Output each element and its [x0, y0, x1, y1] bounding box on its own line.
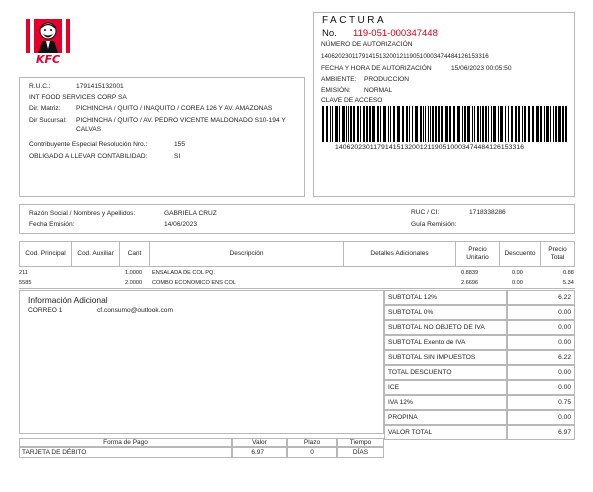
- total-label-no-objeto: SUBTOTAL NO OBJETO DE IVA: [384, 320, 507, 335]
- barcode-bar: [322, 106, 324, 142]
- barcode-bar: [397, 106, 400, 142]
- total-label-exento: SUBTOTAL Exento de IVA: [384, 335, 507, 350]
- contabilidad-label: OBLIGADO A LLEVAR CONTABILIDAD:: [29, 153, 148, 160]
- barcode-bar: [562, 106, 564, 142]
- barcode-bar: [532, 106, 534, 142]
- barcode-bar: [393, 106, 395, 142]
- barcode-bar: [420, 106, 422, 142]
- total-value-exento: 0.00: [507, 335, 575, 350]
- barcode-bar: [330, 106, 331, 142]
- autorizacion-label: NÚMERO DE AUTORIZACIÓN: [321, 41, 413, 48]
- correo-label: CORREO 1: [28, 307, 63, 314]
- item-2-descuento: 0.00: [512, 280, 523, 286]
- contribuyente-value: 155: [174, 141, 186, 148]
- barcode-bar: [528, 106, 530, 142]
- contabilidad-value: SI: [174, 153, 181, 160]
- dir-sucursal-line1: PICHINCHA / QUITO / AV. PEDRO VICENTE MALDONADO S10-194 Y: [76, 117, 286, 124]
- razon-social-label: Razón Social / Nombres y Apellidos:: [29, 210, 136, 217]
- barcode-bar: [377, 106, 379, 142]
- guia-remision-label: Guía Remisión:: [411, 221, 457, 228]
- barcode-bar: [553, 106, 554, 142]
- ruc-value: 1791415132001: [76, 83, 124, 90]
- barcode-bar: [432, 106, 434, 142]
- total-label-subtotal-0: SUBTOTAL 0%: [384, 305, 507, 320]
- barcode-bar: [445, 106, 448, 142]
- item-1-descuento: 0.00: [512, 270, 523, 276]
- barcode-bar: [498, 106, 499, 142]
- razon-social-emisor: INT FOOD SERVICES CORP SA: [29, 94, 127, 101]
- barcode-bar: [409, 106, 410, 142]
- barcode-bar: [449, 106, 451, 142]
- barcode-bar: [453, 106, 455, 142]
- dir-matriz-value: PICHINCHA / QUITO / INAQUITO / COREA 126 Y AV. AMAZONAS: [76, 105, 273, 112]
- item-2-cant: 2.0000: [125, 280, 143, 286]
- factura-number: 119-051-000347448: [353, 28, 438, 39]
- barcode-bar: [565, 106, 567, 142]
- item-1-desc: ENSALADA DE COL PQ.: [152, 270, 215, 276]
- barcode-bar: [346, 106, 347, 142]
- barcode-bar: [363, 106, 365, 142]
- fecha-emision-label: Fecha Emisión:: [29, 221, 75, 228]
- emision-label: EMISIÓN:: [321, 87, 351, 94]
- barcode-bar: [474, 106, 475, 142]
- barcode-bar: [438, 106, 440, 142]
- barcode-image: [322, 106, 567, 142]
- ruc-ci-label: RUC / CI:: [411, 209, 440, 216]
- contribuyente-label: Contribuyente Especial Resolución Nro.:: [29, 141, 148, 148]
- fecha-autorizacion-value: 15/06/2023 00:05:50: [451, 65, 512, 72]
- razon-social-value: GABRIELA CRUZ: [164, 210, 217, 217]
- barcode-bar: [357, 106, 359, 142]
- barcode-bar: [493, 106, 496, 142]
- correo-value: cf.consumo@outlook.com: [97, 307, 173, 314]
- barcode-bar: [360, 106, 361, 142]
- total-value-subtotal-12: 6.22: [507, 290, 575, 305]
- col-cod-auxiliar: Cod. Auxiliar: [72, 242, 120, 266]
- barcode-bar: [339, 106, 340, 142]
- pago-header-plazo: Plazo: [287, 438, 337, 447]
- barcode-bar: [550, 106, 551, 142]
- col-precio-total: Precio Total: [548, 246, 567, 261]
- total-value-subtotal-0: 0.00: [507, 305, 575, 320]
- barcode-bar: [412, 106, 413, 142]
- total-value-no-objeto: 0.00: [507, 320, 575, 335]
- barcode-bar: [457, 106, 460, 142]
- barcode-bar: [390, 106, 391, 142]
- col-cant: Cant: [120, 242, 150, 266]
- barcode-bar: [522, 106, 523, 142]
- barcode-bar: [558, 106, 561, 142]
- total-label-subtotal-12: SUBTOTAL 12%: [384, 290, 507, 305]
- barcode-bar: [540, 106, 542, 142]
- info-adicional-title: Información Adicional: [28, 295, 108, 305]
- barcode-bar: [500, 106, 503, 142]
- total-value-sin-impuestos: 6.22: [507, 350, 575, 365]
- barcode-bar: [491, 106, 492, 142]
- item-2-precio: 2.6696: [461, 280, 479, 286]
- ruc-label: R.U.C.:: [29, 83, 51, 90]
- items-bottom-rule: [19, 288, 575, 289]
- total-label-propina: PROPINA: [384, 410, 507, 425]
- total-value-propina: 0.00: [507, 410, 575, 425]
- barcode-bar: [415, 106, 418, 142]
- total-label-sin-impuestos: SUBTOTAL SIN IMPUESTOS: [384, 350, 507, 365]
- barcode-bar: [462, 106, 463, 142]
- total-value-valor-total: 6.97: [507, 425, 575, 440]
- col-descripcion: Descripción: [150, 242, 344, 266]
- barcode-bar: [546, 106, 549, 142]
- barcode-bar: [430, 106, 431, 142]
- item-1-precio: 0.8839: [461, 270, 479, 276]
- barcode-bar: [518, 106, 520, 142]
- barcode-bar: [508, 106, 509, 142]
- barcode-bar: [467, 106, 470, 142]
- barcode-bar: [388, 106, 389, 142]
- dir-sucursal-label: Dir Sucursal:: [29, 117, 67, 124]
- barcode-bar: [505, 106, 506, 142]
- barcode-bar: [482, 106, 484, 142]
- factura-panel: [313, 12, 575, 197]
- logo-text: KFC: [35, 53, 61, 66]
- barcode-bar: [406, 106, 408, 142]
- barcode-bar: [369, 106, 371, 142]
- barcode-bar: [332, 106, 333, 142]
- total-value-iva: 0.75: [507, 395, 575, 410]
- dir-matriz-label: Dir. Matriz:: [29, 105, 61, 112]
- col-descuento: Descuento: [500, 242, 541, 266]
- kfc-logo: [24, 19, 61, 67]
- ambiente-value: PRODUCCION: [364, 76, 410, 83]
- barcode-bar: [326, 106, 328, 142]
- item-2-cod: 5585: [19, 280, 32, 286]
- item-1-cant: 1.0000: [125, 270, 143, 276]
- ambiente-label: AMBIENTE:: [321, 76, 357, 83]
- autorizacion-value: 1406202301179141513200121190510003474484126153316: [321, 53, 489, 60]
- barcode-bar: [485, 106, 487, 142]
- barcode-bar: [342, 106, 345, 142]
- barcode-bar: [353, 106, 355, 142]
- barcode-bar: [423, 106, 424, 142]
- total-value-ice: 0.00: [507, 380, 575, 395]
- total-value-descuento: 0.00: [507, 365, 575, 380]
- barcode-bar: [464, 106, 466, 142]
- barcode-bar: [435, 106, 437, 142]
- fecha-emision-value: 14/06/2023: [164, 221, 198, 228]
- pago-tiempo-value: DÍAS: [337, 447, 384, 458]
- fecha-autorizacion-label: FECHA Y HORA DE AUTORIZACIÓN: [321, 65, 432, 72]
- barcode-bar: [544, 106, 545, 142]
- item-1-total: 0.88: [563, 270, 574, 276]
- pago-header-valor: Valor: [232, 438, 287, 447]
- barcode-bar: [477, 106, 479, 142]
- barcode-bar: [335, 106, 338, 142]
- barcode-bar: [428, 106, 429, 142]
- pago-plazo-value: 0: [287, 447, 337, 458]
- item-2-total: 5.34: [563, 280, 574, 286]
- dir-sucursal-line2: CALVAS: [76, 126, 102, 133]
- emision-value: NORMAL: [364, 87, 393, 94]
- item-2-desc: COMBO ECONOMICO ENS COL: [152, 280, 236, 286]
- barcode-bar: [441, 106, 443, 142]
- pago-header-tiempo: Tiempo: [337, 438, 384, 447]
- clave-acceso-label: CLAVE DE ACCESO: [321, 97, 383, 104]
- barcode-bar: [488, 106, 489, 142]
- barcode-bar: [480, 106, 481, 142]
- col-detalles: Detalles Adicionales: [344, 242, 456, 266]
- barcode-bar: [425, 106, 426, 142]
- barcode-bar: [555, 106, 557, 142]
- pago-forma-value: TARJETA DE DÉBITO: [19, 447, 232, 458]
- barcode-bar: [472, 106, 473, 142]
- barcode-bar: [536, 106, 539, 142]
- info-adicional-panel: [19, 290, 384, 434]
- item-1-cod: 211: [19, 270, 28, 276]
- total-label-valor-total: VALOR TOTAL: [384, 425, 507, 440]
- barcode-bar: [383, 106, 386, 142]
- factura-no-label: No.: [322, 28, 337, 39]
- total-label-ice: ICE: [384, 380, 507, 395]
- barcode-bar: [348, 106, 349, 142]
- ruc-ci-value: 1718338286: [469, 209, 506, 216]
- barcode-bar: [350, 106, 352, 142]
- items-table-header: [19, 241, 575, 267]
- col-cod-principal: Cod. Principal: [20, 242, 72, 266]
- barcode-bar: [372, 106, 375, 142]
- barcode-bar: [524, 106, 526, 142]
- pago-header-forma: Forma de Pago: [19, 438, 232, 447]
- barcode-bar: [380, 106, 381, 142]
- factura-title: FACTURA: [322, 15, 387, 26]
- total-label-iva: IVA 12%: [384, 395, 507, 410]
- pago-valor-value: 6.97: [232, 447, 287, 458]
- barcode-bar: [402, 106, 404, 142]
- barcode-bar: [511, 106, 513, 142]
- barcode-bar: [366, 106, 368, 142]
- barcode-bar: [515, 106, 517, 142]
- col-precio-unitario: Precio Unitario: [456, 242, 500, 266]
- total-label-descuento: TOTAL DESCUENTO: [384, 365, 507, 380]
- clave-acceso-value: 1406202301179141513200121190510003474484126153316: [335, 144, 525, 151]
